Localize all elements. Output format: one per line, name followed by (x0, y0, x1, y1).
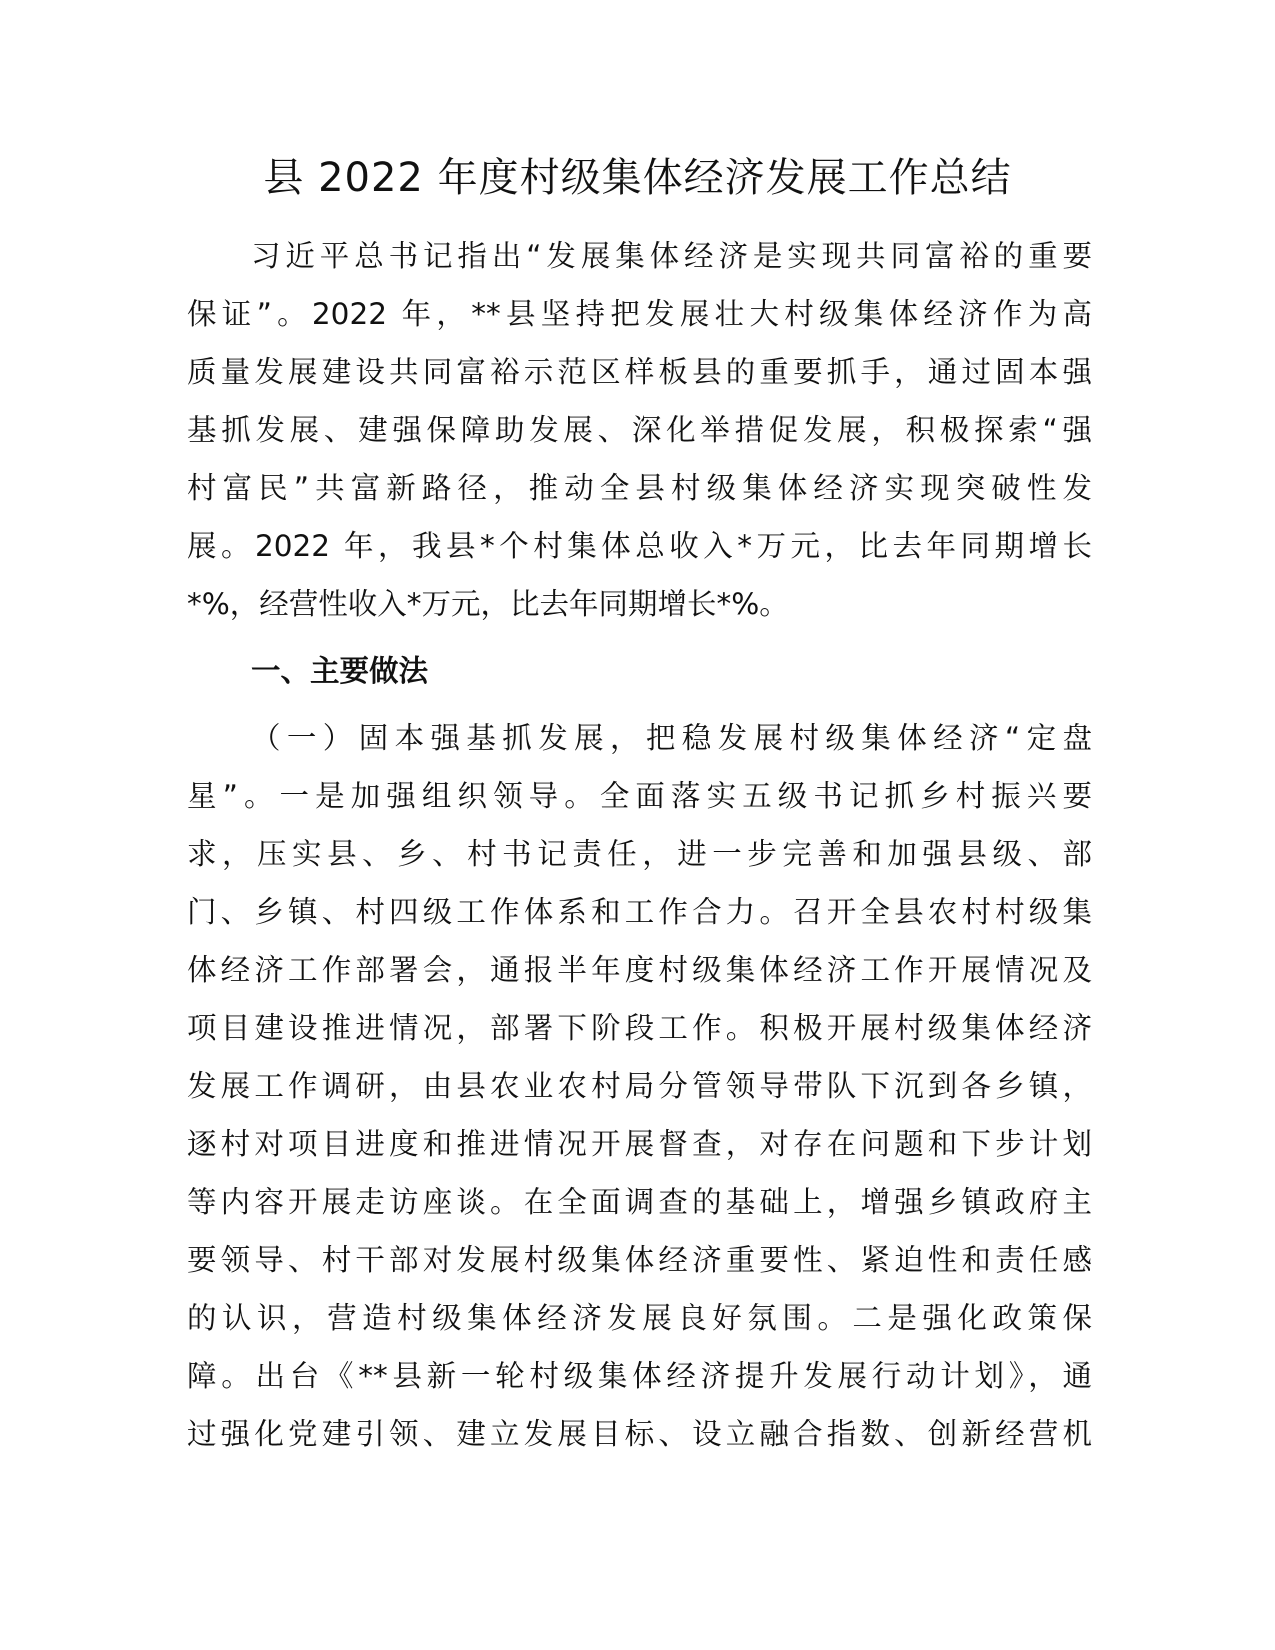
paragraph-line: 逐村对项目进度和推进情况开展督查，对存在问题和下步计划 (187, 1127, 1092, 1161)
paragraph-line: 门、乡镇、村四级工作体系和工作合力。召开全县农村村级集 (187, 895, 1092, 929)
paragraph-measures (187, 709, 1092, 1463)
paragraph-line: 过强化党建引领、建立发展目标、设立融合指数、创新经营机 (187, 1417, 1092, 1451)
paragraph-line: 保证”。2022 年，**县坚持把发展壮大村级集体经济作为高 (187, 297, 1092, 331)
paragraph-line: 求，压实县、乡、村书记责任，进一步完善和加强县级、部 (187, 837, 1092, 871)
paragraph-line: （一）固本强基抓发展，把稳发展村级集体经济“定盘 (251, 721, 1092, 755)
paragraph-line: 发展工作调研，由县农业农村局分管领导带队下沉到各乡镇， (187, 1069, 1092, 1103)
paragraph-line: *%，经营性收入*万元，比去年同期增长*%。 (187, 587, 789, 621)
paragraph-line: 体经济工作部署会，通报半年度村级集体经济工作开展情况及 (187, 953, 1092, 987)
section-heading: 一、主要做法 (251, 654, 429, 688)
paragraph-line: 质量发展建设共同富裕示范区样板县的重要抓手，通过固本强 (187, 355, 1092, 389)
paragraph-intro (187, 227, 1092, 633)
document-body (187, 227, 1092, 1463)
paragraph-line: 项目建设推进情况，部署下阶段工作。积极开展村级集体经济 (187, 1011, 1092, 1045)
paragraph-line: 障。出台《**县新一轮村级集体经济提升发展行动计划》，通 (187, 1359, 1092, 1393)
paragraph-line: 等内容开展走访座谈。在全面调查的基础上，增强乡镇政府主 (187, 1185, 1092, 1219)
document-title: 县 2022 年度村级集体经济发展工作总结 (263, 155, 1012, 201)
paragraph-line: 星”。一是加强组织领导。全面落实五级书记抓乡村振兴要 (187, 779, 1092, 813)
paragraph-line: 展。2022 年，我县*个村集体总收入*万元，比去年同期增长 (187, 529, 1092, 563)
paragraph-line: 要领导、村干部对发展村级集体经济重要性、紧迫性和责任感 (187, 1243, 1092, 1277)
paragraph-line: 习近平总书记指出“发展集体经济是实现共同富裕的重要 (251, 239, 1092, 273)
paragraph-line: 基抓发展、建强保障助发展、深化举措促发展，积极探索“强 (187, 413, 1092, 447)
paragraph-line: 村富民”共富新路径，推动全县村级集体经济实现突破性发 (187, 471, 1092, 505)
paragraph-line: 的认识，营造村级集体经济发展良好氛围。二是强化政策保 (187, 1301, 1092, 1335)
